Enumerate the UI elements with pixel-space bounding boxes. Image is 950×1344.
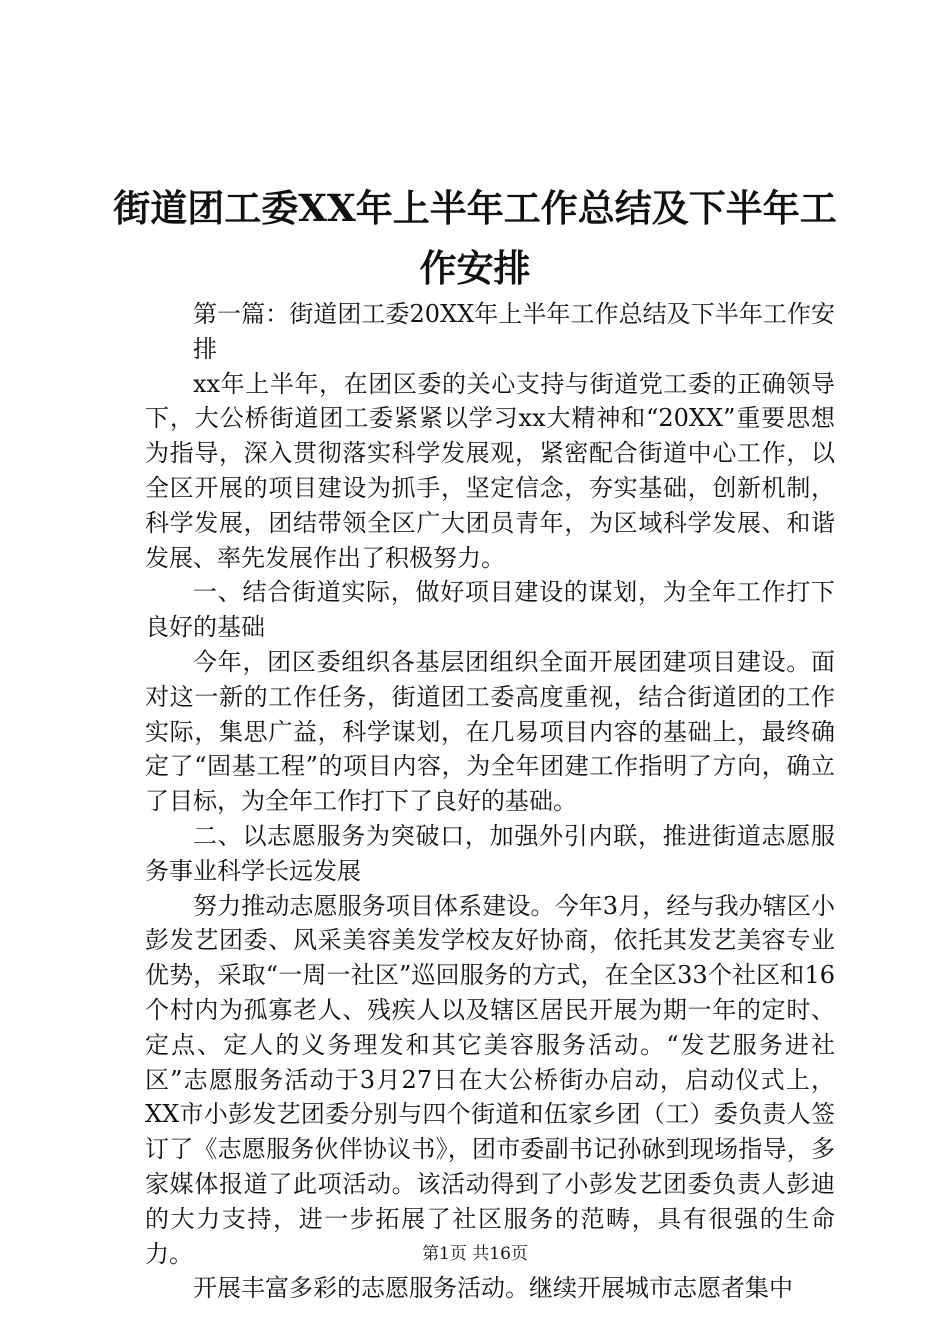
paragraph-section-1-title: 一、结合街道实际，做好项目建设的谋划，为全年工作打下良好的基础 [145, 578, 835, 642]
paragraph-section-1-body: 今年，团区委组织各基层团组织全面开展团建项目建设。面对这一新的工作任务，街道团工委高度重视，结合街道团的工作实际，集思广益，科学谋划，在几易项目内容的基础上，最终确定了“固基工程”的项目内容，为全年团建工作指明了方向，确立了目标，为全年工作打下了良好的基础。 [145, 647, 835, 816]
paragraph-section-2-title: 二、以志愿服务为突破口，加强外引内联，推进街道志愿服务事业科学长远发展 [145, 821, 835, 885]
document-title-line-1: 街道团工委XX年上半年工作总结及下半年工 [113, 186, 837, 230]
paragraph-intro: xx年上半年，在团区委的关心支持与街道党工委的正确领导下，大公桥街道团工委紧紧以学习xx大精神和“20XX”重要思想为指导，深入贯彻落实科学发展观，紧密配合街道中心工作，以全区开展的项目建设为抓手，坚定信念，夯实基础，创新机制，科学发展，团结带领全区广大团员青年，为区域科学发展、和谐发展、率先发展作出了积极努力。 [145, 369, 835, 572]
page-footer: 第1页 共16页 [422, 1244, 528, 1264]
document-body [145, 297, 835, 1306]
document-title [100, 178, 850, 298]
document-title-line-2: 作安排 [419, 246, 531, 290]
paragraph-section-2-continued: 开展丰富多彩的志愿服务活动。继续开展城市志愿者集中 [193, 1274, 793, 1303]
paragraph-section-2-body: 努力推动志愿服务项目体系建设。今年3月，经与我办辖区小彭发艺团委、风采美容美发学校友好协商，依托其发艺美容专业优势，采取“一周一社区”巡回服务的方式，在全区33个社区和16个村内为孤寡老人、残疾人以及辖区居民开展为期一年的定时、定点、定人的义务理发和其它美容服务活动。“发艺服务进社区”志愿服务活动于3月27日在大公桥街办启动，启动仪式上，XX市小彭发艺团委分别与四个街道和伍家乡团（工）委负责人签订了《志愿服务伙伴协议书》，团市委副书记孙砅到现场指导，多家媒体报道了此项活动。该活动得到了小彭发艺团委负责人彭迪的大力支持，进一步拓展了社区服务的范畴，具有很强的生命力。 [145, 891, 835, 1268]
section-heading: 第一篇：街道团工委20XX年上半年工作总结及下半年工作安排 [193, 300, 835, 363]
